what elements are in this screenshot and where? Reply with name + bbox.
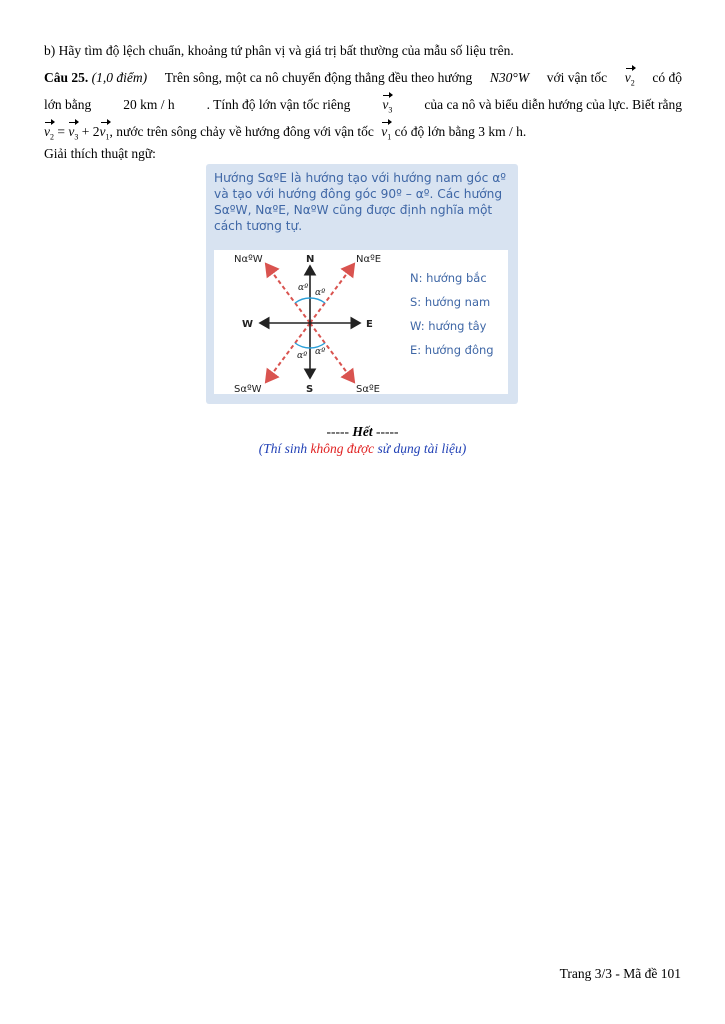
angle-label-2: αº (315, 288, 326, 298)
question-text-4: lớn bằng (44, 97, 92, 112)
question-points: (1,0 điểm) (91, 70, 148, 85)
legend-west: W: hướng tây (410, 319, 487, 333)
question-label: Câu 25. (44, 70, 89, 85)
terminology-info-box (206, 164, 518, 404)
vector-v3: $v_3$ (382, 97, 393, 115)
question-text-8: có độ lớn bằng (394, 124, 475, 139)
angle-arc-ne (310, 298, 325, 303)
vector-v1-eq: $v_1$ (99, 124, 110, 142)
page-footer: Trang 3/3 - Mã đề 101 (559, 966, 681, 981)
vector-v2: $v_2$ (624, 70, 635, 88)
compass-panel (214, 250, 508, 394)
label-sw: SαºW (234, 384, 262, 394)
end-note-red: không được (310, 441, 375, 456)
question-text-6: của ca nô và biểu diễn hướng của lực. Biết rằng (424, 97, 682, 112)
angle-arc-nw (295, 298, 310, 303)
water-speed-value: 3 km / h (478, 124, 523, 139)
label-n: N (306, 254, 315, 265)
label-s: S (306, 384, 314, 394)
end-note: (Thí sinh không được sử dụng tài liệu) (258, 441, 467, 456)
compass-diagram (214, 250, 404, 394)
question-text-3: có độ (652, 70, 682, 85)
question-text-2: với vận tốc (546, 70, 608, 85)
end-word: Hết (352, 424, 373, 439)
arrow-nw (266, 264, 310, 323)
legend-south: S: hướng nam (410, 295, 491, 309)
question-text-1: Trên sông, một ca nô chuyển động thẳng đều theo hướng (164, 70, 473, 85)
part-b-text: b) Hãy tìm độ lệch chuẩn, khoảng tứ phân vị và giá trị bất thường của mẫu số liệu trên. (44, 43, 514, 58)
label-w: W (242, 319, 254, 330)
vector-v2-eq: $v_2$ (44, 124, 54, 142)
legend-east: E: hướng đông (410, 343, 494, 357)
heading-value: N30°W (489, 70, 530, 85)
vector-v3-eq: $v_3$ (68, 124, 79, 142)
label-nw: NαºW (234, 254, 263, 265)
question-25-line-1 (44, 68, 682, 88)
label-se: SαºE (356, 384, 380, 394)
question-text-5: . Tính độ lớn vận tốc riêng (206, 97, 351, 112)
end-marker: ----- Hết ----- (326, 424, 399, 439)
angle-label-1: αº (298, 283, 309, 293)
legend-north: N: hướng bắc (410, 271, 487, 285)
question-text-7: , nước trên sông chảy về hướng đông với vận tốc (109, 124, 374, 139)
label-e: E (366, 319, 373, 330)
speed-value: 20 km / h (123, 97, 175, 112)
angle-label-3: αº (297, 351, 308, 361)
question-25-line-2 (44, 95, 682, 115)
angle-label-4: αº (315, 347, 326, 357)
angle-arc-sw (295, 343, 310, 348)
label-ne: NαºE (356, 254, 382, 265)
vector-v1: $v_1$ (381, 124, 392, 142)
glossary-label: Giải thích thuật ngữ: (44, 146, 156, 161)
infobox-text: Hướng SαºE là hướng tạo với hướng nam góc αº và tạo với hướng đông góc 90º – αº. Các hướng SαºW, NαºE, NαºW cũng được định nghĩa một cách tương tự. (214, 171, 506, 233)
question-25-line-3: $v_2 = v_3 + 2v_1$, nước trên sông chảy về hướng đông với vận tốc $v_1$ có độ lớn bằng 3 km / h. (44, 124, 527, 142)
